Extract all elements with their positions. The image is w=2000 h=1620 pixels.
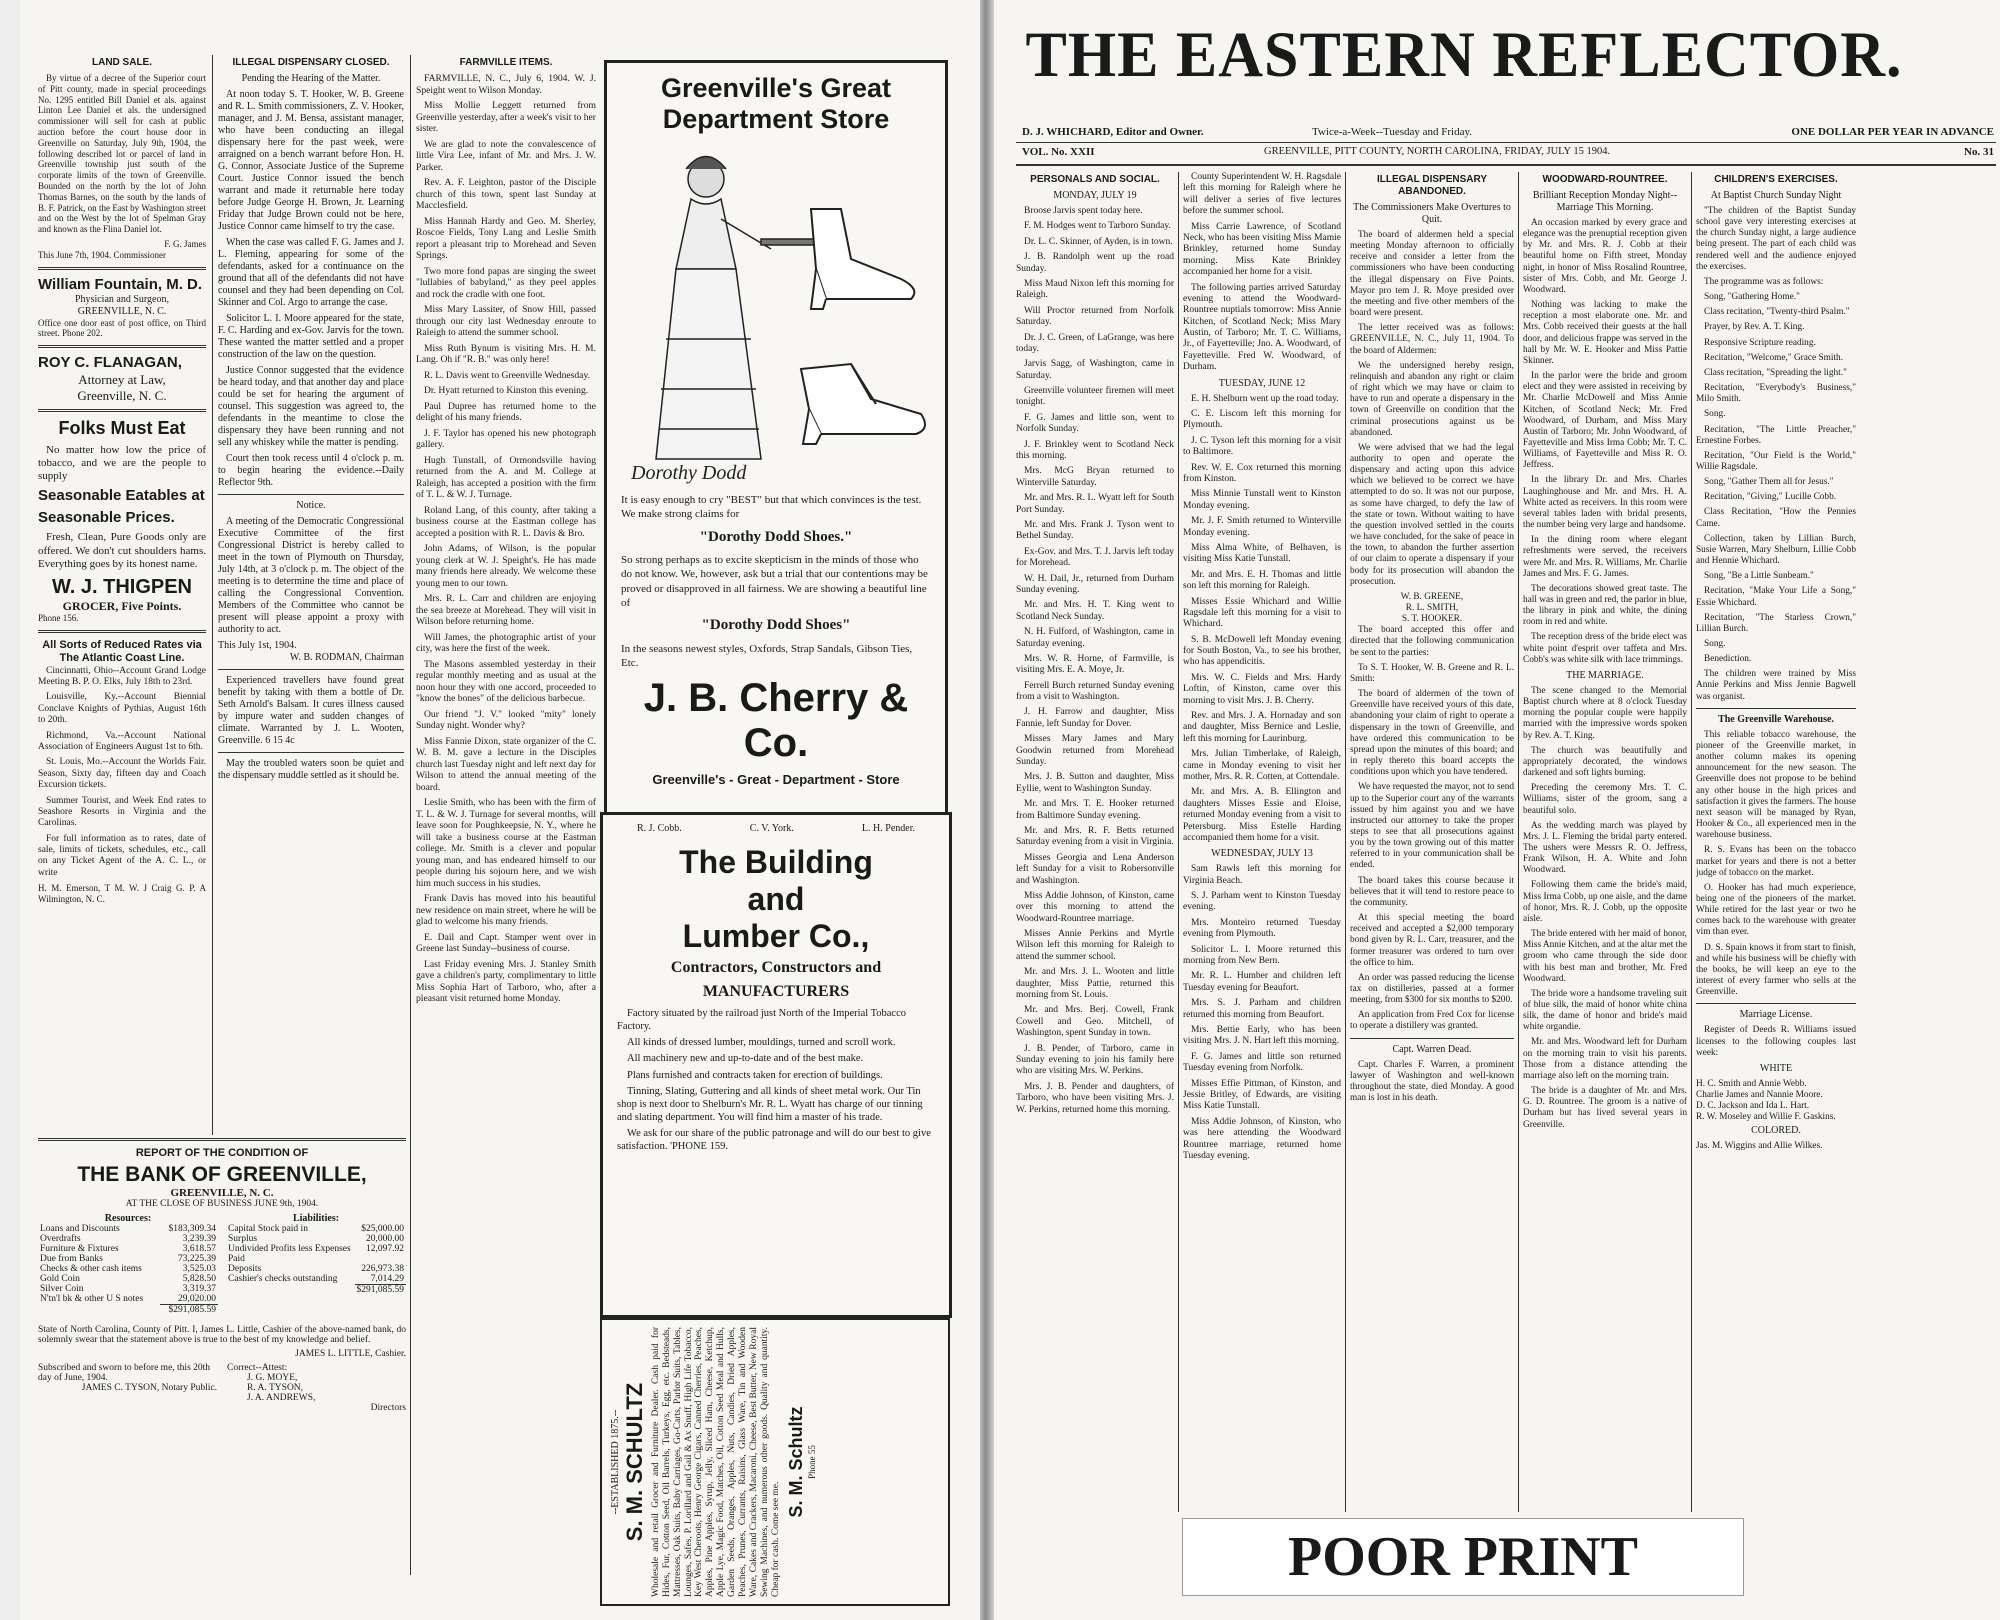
- personal-item: Mr. J. F. Smith returned to Winterville Monday evening.: [1183, 516, 1341, 538]
- farmville-item: J. F. Taylor has opened his new photograph gallery.: [416, 427, 596, 450]
- license-entry: Jas. M. Wiggins and Allie Wilkes.: [1696, 1141, 1823, 1152]
- wedding-para: In the dining room where elegant refreshments were served, the receivers were Mr. and Mrs. R. Williams, Mr. Charlie James and Mrs. F. G. James.: [1523, 535, 1687, 579]
- acl-item: For full information as to rates, date of sale, limits of tickets, schedules, etc., call on any Ticket Agent of the A. C. L., or write: [38, 833, 206, 878]
- liabilities-table: [226, 1224, 406, 1295]
- programme-item: Song, "Gathering Home.": [1704, 292, 1800, 303]
- abandoned-para: The board of aldermen held a special meeting Monday afternoon to officially receive and consider a letter from the commissioners who have been conducting the illegal dispensary on Five Points. Mayor pro tem J. R. Moye presided over the meeting and five other members of the board were present.: [1350, 230, 1514, 319]
- lumber-ad-para: All machinery new and up-to-date and of the best make.: [627, 1053, 864, 1065]
- wedding-para: An occasion marked by every grace and elegance was the prenuptial reception given by Mr. and Mrs. R. J. Cobb at their beautiful home on Fifth street, Monday night, in honor of Miss Rosalind Rountree, sister of Mrs. Cobb, and Mr. George J. Woodward.: [1523, 218, 1687, 295]
- left-col-2: [218, 55, 404, 1110]
- warehouse-para: This reliable tobacco warehouse, the pioneer of the Greenville market, in another column makes its opening announcement for the new season. The Greenville does not propose to be behind any other house in the high prices and satisfaction it gives the farmers. The house next season will be managed by Ryan, Hooker & Co., all experienced men in the warehouse business.: [1696, 729, 1856, 841]
- wedding-para: In the parlor were the bride and groom elect and they were assisted in receiving by Mr. Charlie McDowell and Miss Annie Kitchen, of Scotland Neck; Mr. Fred Woodward, of Durham, and Miss Mary Austin of Tarboro; Mr. John Woodward, of Fayetteville and Miss Irma Cobb; Mr. T. C. Williams, of Fayetteville and Miss R. O. Jeffress.: [1523, 371, 1687, 471]
- license-entry: D. C. Jackson and Ida L. Hart.: [1696, 1101, 1810, 1112]
- programme-item: Song.: [1704, 409, 1726, 420]
- abandoned-para: The letter received was as follows: GREENVILLE, N. C., July 11, 1904. To the board of Aldermen:: [1350, 323, 1514, 356]
- personal-item: Mr. and Mrs. H. T. King went to Scotland Neck Sunday.: [1016, 600, 1174, 622]
- dorothy-dodd-illustration: [611, 139, 941, 489]
- thigpen-phone: Phone 156.: [38, 613, 79, 624]
- wedding-para: The bride entered with her maid of honor, Miss Annie Kitchen, and at the altar met the groom who came through the side door with his best man and brother, Mr. Fred Woodward.: [1523, 929, 1687, 984]
- personal-item: Mrs. W. C. Fields and Mrs. Hardy Loftin, of Kinston, came over this morning to visit Mrs. J. B. Cherry.: [1183, 672, 1341, 706]
- abandoned-para: The board accepted this offer and directed that the following communication be sent to the parties:: [1350, 625, 1514, 658]
- table-row: Due from Banks 73,225.39: [40, 1254, 216, 1264]
- cherry-ad-p3: In the seasons newest styles, Oxfords, Strap Sandals, Gibson Ties, Etc.: [621, 642, 913, 670]
- bank-place: GREENVILLE, N. C.: [170, 1187, 274, 1199]
- license-entry: Charlie James and Nannie Moore.: [1696, 1090, 1823, 1100]
- personal-item: Dr. J. C. Green, of LaGrange, was here today.: [1016, 332, 1174, 354]
- abandoned-signer: R. L. SMITH,: [1405, 603, 1459, 613]
- table-row: Deposits 226,973.38: [228, 1264, 404, 1274]
- acl-items: [38, 666, 206, 880]
- programme-item: The children were trained by Miss Annie Perkins and Miss Jennie Bagwell was organist.: [1696, 669, 1856, 702]
- personal-item: F. G. James and little son, went to Norfolk Sunday.: [1016, 412, 1174, 435]
- lumber-ad-partner: L. H. Pender.: [861, 823, 915, 834]
- personal-item: E. H. Shelburn went up the road today.: [1191, 393, 1339, 404]
- license-heading: Marriage License.: [1739, 1009, 1813, 1021]
- personal-item: S. J. Parham went to Kinston Tuesday evening.: [1183, 891, 1341, 913]
- right-col-5: [1696, 172, 1856, 1512]
- personal-item: J. B. Randolph went up the road Sunday.: [1016, 252, 1174, 274]
- personal-item: Misses Georgia and Lena Anderson left Sunday for a visit to Robersonville and Washington.: [1016, 852, 1174, 886]
- personal-item: County Superintendent W. H. Ragsdale left this morning for Raleigh where he will deliver a series of five lectures before the summer school.: [1183, 172, 1341, 217]
- farmville-item: John Adams, of Wilson, is the popular young clerk at W. J. Speight's. He has made many friends here already. We welcome these young men to our town.: [416, 543, 596, 589]
- programme-item: Responsive Scripture reading.: [1704, 337, 1816, 348]
- land-sale-sign: F. G. James: [164, 238, 206, 249]
- oxford-shoe-icon: [801, 364, 925, 444]
- license-entry: R. W. Moseley and Willie F. Gaskins.: [1696, 1112, 1836, 1123]
- wedding-para: The bride is a daughter of Mr. and Mrs. G. D. Rountree. The groom is a native of Durham but has lived several years in Greenville.: [1523, 1086, 1687, 1130]
- acl-item: Louisville, Ky.--Account Biennial Conclave Knights of Pythias, August 16th to 20th.: [38, 692, 206, 726]
- personal-item: Will Proctor returned from Norfolk Saturday.: [1016, 305, 1174, 328]
- programme-item: Song, "Gather Them all for Jesus.": [1704, 477, 1834, 488]
- wedding-heading: WOODWARD-ROUNTREE.: [1542, 174, 1668, 185]
- personal-item: Miss Addie Johnson, of Kinston, came over this morning to attend the Woodward-Rountree marriage.: [1016, 890, 1174, 924]
- personal-item: J. C. Tyson left this morning for a visit to Baltimore.: [1183, 435, 1341, 458]
- farmville-heading: FARMVILLE ITEMS.: [459, 57, 553, 68]
- resources-total-row: $291,085.59: [38, 1305, 218, 1316]
- personal-item: Sam Rawls left this morning for Virginia Beach.: [1183, 864, 1341, 886]
- farmville-item: Mrs. R. L. Carr and children are enjoying the sea breeze at Morehead. They will visit in Wilson before returning home.: [416, 593, 596, 627]
- dispensary-closed-heading: ILLEGAL DISPENSARY CLOSED.: [232, 57, 390, 68]
- masthead-editor: D. J. WHICHARD, Editor and Owner.: [1022, 126, 1204, 138]
- warehouse-para: R. S. Evans has been on the tobacco market for years and there is not a better judge of tobacco on the market.: [1696, 845, 1856, 878]
- farmville-item: Miss Fannie Dixon, state organizer of the C. W. B. M. gave a lecture in the Disciples church last Tuesday night and left next day for Wilson to attend the annual meeting of the board.: [416, 735, 596, 793]
- personal-item: Mr. and Mrs. Frank J. Tyson went to Bethel Sunday.: [1016, 519, 1174, 542]
- personal-item: J. B. Pender, of Tarboro, came in Sunday evening to join his family here who are visiting Mrs. W. Perkins.: [1016, 1043, 1174, 1077]
- abandoned-para: The board takes this course because it believes that it will tend to restore peace to the community.: [1350, 875, 1514, 908]
- personal-item: Miss Maud Nixon left this morning for Raleigh.: [1016, 278, 1174, 301]
- personals-day: WEDNESDAY, JULY 13: [1211, 848, 1313, 860]
- programme-item: Class recitation, "Twenty-third Psalm.": [1704, 307, 1850, 318]
- lumber-ad-title2: and: [747, 881, 805, 917]
- farmville-item: Frank Davis has moved into his beautiful new residence on main street, where he will be glad to welcome his many friends.: [416, 893, 596, 927]
- programme-item: Song.: [1704, 639, 1726, 649]
- wedding-para: Following them came the bride's maid, Miss Irma Cobb, up one aisle, and the dame of honor, Mrs. R. J. Cobb, up the opposite aisle.: [1523, 880, 1687, 924]
- thigpen-grocer: GROCER, Five Points.: [62, 599, 182, 614]
- troubled-waters: May the troubled waters soon be quiet and the dispensary muddle settled as it should be.: [218, 758, 404, 781]
- license-entry: H. C. Smith and Annie Webb.: [1696, 1078, 1807, 1089]
- cherry-ad-shoes: "Dorothy Dodd Shoes.": [699, 528, 853, 545]
- thigpen-p1: No matter how low the price of tobacco, and we are the people to supply: [38, 443, 206, 483]
- attest-name: J. A. ANDREWS,: [247, 1393, 316, 1403]
- bank-cashier: JAMES L. LITTLE, Cashier.: [295, 1349, 406, 1359]
- personal-item: J. H. Farrow and daughter, Miss Fannie, left Sunday for Dover.: [1016, 707, 1174, 729]
- farmville-item: Rev. A. F. Leighton, pastor of the Disciple church of this town, spent last Sunday at Macclesfield.: [416, 177, 596, 211]
- land-sale-heading: LAND SALE.: [92, 57, 152, 68]
- farmville-item: FARMVILLE, N. C., July 6, 1904. W. J. Speight went to Wilson Monday.: [416, 73, 596, 96]
- cherry-ad-tagline: Greenville's - Great - Department - Store: [652, 772, 900, 788]
- bank-oath: State of North Carolina, County of Pitt. I, James L. Little, Cashier of the above-named bank, do solemnly swear that the statement above is true to the best of my knowledge and belief.: [38, 1325, 406, 1345]
- flanagan-place: Greenville, N. C.: [77, 387, 167, 403]
- personal-item: Mr. and Mrs. Berj. Cowell, Frank Cowell and Geo. Mitchell, of Washington, spent Sunday in town.: [1016, 1005, 1174, 1039]
- cherry-ad-p2: So strong perhaps as to excite skepticism in the minds of those who do not know. We, however, ask but a trial that our contentions may be proved or disapproved in all fairness. We are showing a beautiful line of: [621, 554, 928, 609]
- wedding-para: As the wedding march was played by Mrs. J. L. Fleming the bridal party entered. The ushers were Messrs R. O. Jeffress, Frank Wilson, H. A. White and John Woodward.: [1523, 820, 1687, 876]
- wedding-para: In the library Dr. and Mrs. Charles Laughinghouse and Mr. and Mrs. H. A. White acted as receivers. In this room were several tables laden with bridal presents, the number being very large and handsome.: [1523, 475, 1687, 531]
- lumber-ad: [600, 812, 952, 1318]
- programme-item: Recitation, "Make Your Life a Song," Essie Whichard.: [1696, 586, 1856, 608]
- abandoned-para: An order was passed reducing the license tax on distilleries, passed at a former meeting, from $300 for six months to $200.: [1350, 972, 1514, 1006]
- fountain-office: Office one door east of post office, on Third street. Phone 202.: [38, 317, 206, 339]
- cherry-ad-p1: It is easy enough to cry "BEST" but that which convinces is the test. We make strong claims for: [621, 494, 922, 521]
- acl-item: Cincinnatti, Ohio--Account Grand Lodge Meeting B. P. O. Elks, July 18th to 23rd.: [38, 665, 206, 687]
- wedding-para: The reception dress of the bride elect was white point d'esprit over taffeta and Mrs. Cobb's was white silk with lace trimmings.: [1523, 632, 1687, 665]
- lumber-ad-para: Plans furnished and contracts taken for erection of buildings.: [627, 1069, 883, 1081]
- cherry-ad-head2: Department Store: [662, 104, 890, 134]
- fountain-name: William Fountain, M. D.: [38, 275, 203, 293]
- wedding-para: Preceding the ceremony Mrs. T. C. Williams, sister of the groom, sang a beautiful solo.: [1523, 783, 1687, 816]
- personals-day: MONDAY, JULY 19: [1053, 190, 1137, 201]
- wedding-para: The bride wore a handsome traveling suit of blue silk, the maid of honor white china silk, the dame of honor and bride's maid white organdie.: [1523, 988, 1687, 1033]
- abandoned-para: We have requested the mayor, not to send up to the Superior court any of the warrants issued by him against you and we have instructed our attorney to take the proper steps to see that all prosecutions against you by the town growing out of this matter referred to in your communication shall be ended.: [1350, 782, 1514, 871]
- personal-item: Miss Addie Johnson, of Kinston, who was here attending the Woodward Rountree marriage, returned home Tuesday evening.: [1183, 1116, 1341, 1161]
- warren-dead-heading: Capt. Warren Dead.: [1392, 1043, 1472, 1055]
- schultz-phone: Phone 55: [806, 1445, 817, 1479]
- personal-item: N. H. Fulford, of Washington, came in Saturday evening.: [1016, 627, 1174, 649]
- personal-item: Mr. and Mrs. A. B. Ellington and daughters Misses Essie and Eloise, returned Monday evening from a visit to Petersburg. Miss Estelle Harding accompanied them home for a visit.: [1183, 787, 1341, 843]
- lumber-ad-partner: C. V. York.: [749, 823, 794, 834]
- page-gutter: [980, 0, 994, 1620]
- left-col-3: [416, 55, 596, 1580]
- balsam-item: Experienced travellers have found great benefit by taking with them a bottle of Dr. Seth Arnold's Balsam. It cures illness caused by impure water and sudden changes of climate. Warranted by J. L. Wooten, Greenville. 6 15 4c: [218, 675, 404, 746]
- shoe-icon: [811, 209, 914, 309]
- personal-item: Rev. W. E. Cox returned this morning from Kinston.: [1183, 462, 1341, 484]
- table-row: Undivided Profits less Expenses Paid 12,097.92: [228, 1244, 404, 1264]
- programme-item: Collection, taken by Lillian Burch, Susie Warren, Mary Shelburn, Lillie Cobb and Hennie Whichard.: [1696, 533, 1856, 567]
- lumber-ad-title1: The Building: [679, 844, 873, 880]
- license-colored-heading: COLORED.: [1751, 1125, 1801, 1137]
- abandoned-para: The board of aldermen of the town of Greenville have received yours of this date, abandoning your claim of right to operate a dispensary in the town of Greenville, and have ordered this communication to be spread upon the minutes of this board; and in reply thereto this board accepts the conditions upon which you have tendered.: [1350, 689, 1514, 778]
- personal-item: Misses Effie Pittman, of Kinston, and Jessie Britley, of Edwards, are visiting Miss Katie Tunstall.: [1183, 1078, 1341, 1112]
- lumber-ad-mfr: MANUFACTURERS: [702, 983, 850, 1000]
- personal-item: J. F. Brinkley went to Scotland Neck this morning.: [1016, 439, 1174, 462]
- attest-directors: Directors: [370, 1403, 406, 1413]
- warren-dead-body: Capt. Charles F. Warren, a prominent lawyer of Washington and well-known throughout the state, died Monday. A good man is lost in his death.: [1350, 1059, 1514, 1104]
- personal-item: S. B. McDowell left Monday evening for South Boston, Va., to see his brother, who has appendicitis.: [1183, 634, 1341, 668]
- abandoned-para: At this special meeting the board received and accepted a $2,000 temporary bond given by R. L. Carr, treasurer, and the former treasurer was ordered to turn over the office to him.: [1350, 913, 1514, 968]
- personal-item: Solicitor L. I. Moore returned this morning from New Bern.: [1183, 944, 1341, 967]
- personal-item: Misses Annie Perkins and Myrtle Wilson left this morning for Raleigh to attend the summer school.: [1016, 929, 1174, 962]
- farmville-item: Last Friday evening Mrs. J. Stanley Smith gave a children's party, complimentary to little Miss Sophia Hart of Tarboro, who, after a pleasant visit returned home Monday.: [416, 958, 596, 1004]
- farmville-item: We are glad to note the convalescence of little Vira Lee, infant of Mr. and Mrs. J. W. Parker.: [416, 138, 596, 173]
- dispensary-para: Solicitor L. I. Moore appeared for the state, F. C. Harding and ex-Gov. Jarvis for the town. These wanted the matter settled and a proper construction of the law on the question.: [218, 313, 404, 360]
- programme-item: Recitation, "Everybody's Business," Milo Smith.: [1696, 383, 1856, 405]
- land-sale-date: This June 7th, 1904. Commissioner: [38, 249, 166, 260]
- abandoned-para: We were advised that we had the legal authority to open and operate the dispensary and acting upon this advice which we believed to be correct we have attempted to do so. It was not our purpose, as some have charged, to defy the law of the state or town. Without waiting to have the question involved settled in the courts we have concluded, for the sake of peace in the town, to abandon the further assertion of our claim to operate a dispensary if your body for its prosecution will abandon the prosecution.: [1350, 442, 1514, 587]
- personal-item: Mrs. S. J. Parham and children returned this morning from Beaufort.: [1183, 998, 1341, 1020]
- right-col-4: [1523, 172, 1687, 1512]
- farmville-item: Paul Dupree has returned home to the delight of his many friends.: [416, 400, 596, 423]
- personal-item: Miss Carrie Lawrence, of Scotland Neck, who has been visiting Miss Mamie Brinkley, returned home Sunday morning. Miss Kate Brinkley accompanied her home for a visit.: [1183, 221, 1341, 278]
- programme-item: Class recitation, "Spreading the light.": [1704, 367, 1847, 378]
- wedding-para: The scene changed to the Memorial Baptist church where at 8 o'clock Tuesday morning the popular couple were happily married with the impressive words spoken by Rev. A. T. King.: [1523, 685, 1687, 741]
- farmville-item: Hugh Tunstall, of Ormondsville having returned from the A. and M. College at Raleigh, has accepted a position with the firm of T. L. & W. J. Turnage.: [416, 454, 596, 500]
- schultz-name2: S. M. Schultz: [785, 1406, 806, 1518]
- personal-item: Miss Minnie Tunstall went to Kinston Monday evening.: [1183, 489, 1341, 511]
- personal-item: Dr. L. C. Skinner, of Ayden, is in town.: [1024, 236, 1173, 247]
- farmville-item: Miss Hannah Hardy and Geo. M. Sherley, Roscoe Fields, Tony Lang and Leslie Smith report a pleasant trip to Morehead and Seven Springs.: [416, 215, 596, 261]
- bank-report: [38, 1138, 406, 1608]
- table-row: N'tn'l bk & other U S notes 29,020.00: [40, 1294, 216, 1304]
- programme-item: Recitation, "The Little Preacher," Ernestine Forbes.: [1696, 424, 1856, 446]
- cherry-ad-head1: Greenville's Great: [660, 73, 892, 103]
- abandoned-para: We the undersigned hereby resign, relinquish and abandon any right or claim of right which we may have or claim to have to run and operate a dispensary in the town of Greenville on condition that the criminal prosecutions against us be abandoned.: [1350, 360, 1514, 438]
- dispensary-para: When the case was called F. G. James and J. L. Fleming, appearing for some of the defendants, asked for a continuance on the ground that all of the defendants did not have counsel and they had been depending on Col. Skinner and Col. Argo to arrange the case.: [218, 237, 404, 308]
- farmville-item: Two more fond papas are singing the sweet "lullabies of babyland," as they peel apples and rock the cradle with one foot.: [416, 265, 596, 300]
- personals-heading: PERSONALS AND SOCIAL.: [1030, 174, 1160, 185]
- abandoned-signer: S. T. HOOKER.: [1401, 614, 1463, 625]
- masthead-number: No. 31: [1964, 146, 1994, 158]
- table-row: Cashier's checks outstanding 7,014.29: [228, 1274, 404, 1284]
- wedding-para: The church was beautifully and appropriately decorated, the windows darkened and soft lights burning.: [1523, 745, 1687, 779]
- farmville-item: Dr. Hyatt returned to Kinston this evening.: [424, 385, 589, 396]
- schultz-ad: [600, 1318, 950, 1606]
- wedding-para: The decorations showed great taste. The hall was in green and red, the parlor in blue, the library in pink and white, the dining room in red and white.: [1523, 583, 1687, 628]
- personal-item: Rev. and Mrs. J. A. Hornaday and son and daughter, Miss Bernice and Leslie, left this morning for Laurinburg.: [1183, 711, 1341, 744]
- thigpen-big1: Seasonable Eatables at: [38, 487, 205, 505]
- farmville-item: Miss Mollie Leggett returned from Greenville yesterday, after a week's visit to her sister.: [416, 100, 596, 134]
- personal-item: Miss Alma White, of Belhaven, is visiting Miss Katie Tunstall.: [1183, 542, 1341, 565]
- personal-item: Mr. and Mrs. T. E. Hooker returned from Baltimore Sunday evening.: [1016, 799, 1174, 821]
- farmville-item: R. L. Davis went to Greenville Wednesday.: [424, 369, 591, 381]
- table-row: Capital Stock paid in $25,000.00: [228, 1224, 404, 1234]
- farmville-item: E. Dail and Capt. Stamper went over in Greene last Sunday--business of course.: [416, 931, 596, 954]
- schultz-established: --ESTABLISHED 1875.--: [610, 1409, 621, 1515]
- farmville-item: Miss Ruth Bynum is visiting Mrs. H. M. Lang. Oh if "R. B." was only here!: [416, 342, 596, 365]
- bank-name: THE BANK OF GREENVILLE,: [77, 1163, 367, 1186]
- personal-item: Mrs. J. B. Pender and daughters, of Tarboro, who have been visiting Mrs. J. W. Perkins, returned home this morning.: [1016, 1081, 1174, 1115]
- flanagan-title: Attorney at Law,: [78, 372, 166, 388]
- programme-item: Song, "Be a Little Sunbeam.": [1704, 571, 1814, 582]
- dispensary-closed-sub: Pending the Hearing of the Matter.: [241, 73, 381, 84]
- personal-item: F. G. James and little son returned Tuesday evening from Norfolk.: [1183, 1051, 1341, 1074]
- bank-report-heading: REPORT OF THE CONDITION OF: [135, 1147, 309, 1159]
- lumber-ad-para: All kinds of dressed lumber, mouldings, turned and scroll work.: [627, 1037, 896, 1049]
- exercises-sub: At Baptist Church Sunday Night: [1710, 190, 1842, 201]
- acl-signature: H. M. Emerson, T M. W. J Craig G. P. A Wilmington, N. C.: [38, 883, 206, 905]
- personal-item: Mrs. McG Bryan returned to Winterville Saturday.: [1016, 466, 1174, 488]
- liabilities-total-row: $291,085.59: [356, 1285, 404, 1295]
- resources-heading: Resources:: [104, 1213, 152, 1224]
- programme-item: Benediction.: [1704, 654, 1752, 665]
- farmville-item: Roland Lang, of this county, after taking a business course at the Eastman college has accepted a position with R. L. Davis & Bro.: [416, 504, 596, 539]
- lumber-ad-para: We ask for our share of the public patronage and will do our best to give satisfaction. 'PHONE 159.: [617, 1128, 931, 1153]
- bank-resources: [38, 1213, 218, 1315]
- wedding-para: Nothing was lacking to make the reception a most elaborate one. Mr. and Mrs. Cobb received their guests at the hall door, and delicious frappe was served in the hall by Mr. W. E. Hooker and Miss Pattie Skinner.: [1523, 300, 1687, 366]
- fountain-place: GREENVILLE, N. C.: [77, 305, 167, 317]
- masthead-price: ONE DOLLAR PER YEAR IN ADVANCE: [1791, 126, 1994, 138]
- schultz-body: Wholesale and retail Grocer and Furniture Dealer. Cash paid for Hides, Fur, Cotton Seed, Oil Barrels, Turkeys, Egg, etc. Bedsteads, Mattresses, Oak Suits, Baby Carriages, Go-Carts, Parlor Suits, Tables, Lounges, Safes, P. Lorillard and Gail & Ax Snuff, High Life Tobacco, Key West Cheroots, Henry George Cigars, Canned Cherries, Peaches, Apples, Pine Apples, Syrup, Jelly, Sliced Ham, Cheese, Ketchup, Apple Lye, Magic Food, Matches, Oil, Cotton Seed Meal and Hulls, Garden Seeds, Oranges, Apples, Nuts, Candies, Dried Apples, Peaches, Prunes, Currants, Raisins, Glass Ware, Tin and Wooden Ware, Cakes and Crackers, Macaroni, Cheese, Best Butter, New Royal Sewing Machines, and numerous other goods. Quality and quantity. Cheap for cash. Come see me.: [650, 1327, 781, 1597]
- abandoned-para: To S. T. Hooker, W. B. Greene and R. L. Smith:: [1350, 662, 1514, 684]
- personal-item: C. E. Liscom left this morning for Plymouth.: [1183, 409, 1341, 431]
- masthead-title: THE EASTERN REFLECTOR.: [1025, 19, 1903, 91]
- thigpen-big2: Seasonable Prices.: [38, 509, 175, 527]
- programme-item: Prayer, by Rev. A. T. King.: [1704, 322, 1805, 333]
- thigpen-heading: Folks Must Eat: [58, 418, 186, 439]
- farmville-item: The Masons assembled yesterday in their regular monthly meeting and as usual at the noon hour they with one accord, proceeded to "know the bones" of the delicious barbecue.: [416, 658, 596, 704]
- attest-heading: Correct--Attest:: [227, 1363, 288, 1373]
- wedding-para: Mr. and Mrs. Woodward left for Durham on the morning train to visit his parents. Those from a distance attending the marriage also left on the morning train.: [1523, 1037, 1687, 1081]
- cherry-ad-shoes2: "Dorothy Dodd Shoes": [701, 617, 851, 634]
- exercises-heading: CHILDREN'S EXERCISES.: [1714, 174, 1838, 185]
- abandoned-para: An application from Fred Cox for license to operate a distillery was granted.: [1350, 1010, 1514, 1032]
- notice-signature: W. B. RODMAN, Chairman: [289, 652, 404, 663]
- lumber-ad-sub: Contractors, Constructors and: [670, 959, 882, 976]
- notice-date: This July 1st, 1904.: [218, 640, 297, 651]
- attest-name: R. A. TYSON,: [247, 1383, 304, 1393]
- bank-liabilities: [226, 1213, 406, 1315]
- bank-notary: JAMES C. TYSON, Notary Public.: [81, 1383, 217, 1393]
- personal-item: Ex-Gov. and Mrs. T. J. Jarvis left today for Morehead.: [1016, 546, 1174, 569]
- lumber-ad-para: Factory situated by the railroad just North of the Imperial Tobacco Factory.: [617, 1008, 906, 1033]
- acl-item: Richmond, Va.--Account National Association of Engineers August 1st to 6th.: [38, 730, 206, 752]
- cherry-ad-firm: J. B. Cherry & Co.: [643, 676, 909, 766]
- lumber-ad-partner: R. J. Cobb.: [637, 823, 682, 834]
- left-page: [20, 0, 980, 1620]
- acl-heading: All Sorts of Reduced Rates via The Atlantic Coast Line.: [42, 639, 202, 665]
- schultz-name: S. M. SCHULTZ: [621, 1382, 647, 1542]
- attest-name: J. G. MOYE,: [247, 1373, 298, 1383]
- bank-close-date: AT THE CLOSE OF BUSINESS JUNE 9th, 1904.: [125, 1199, 319, 1209]
- license-white-heading: WHITE: [1759, 1062, 1793, 1074]
- right-page: [994, 0, 2000, 1620]
- abandoned-signer: W. B. GREENE,: [1400, 591, 1464, 602]
- table-row: Loans and Discounts $183,309.34: [40, 1224, 216, 1234]
- table-row: Surplus 20,000.00: [228, 1234, 404, 1244]
- table-row: Overdrafts 3,239.39: [40, 1234, 216, 1244]
- programme-item: Recitation, "Welcome," Grace Smith.: [1704, 352, 1844, 363]
- personal-item: Mrs. J. B. Sutton and daughter, Miss Eyllie, went to Washington Sunday.: [1016, 772, 1174, 794]
- personal-item: Mr. and Mrs. R. F. Betts returned Saturday evening from a visit in Virginia.: [1016, 825, 1174, 848]
- dispensary-para: Justice Connor suggested that the evidence be heard today, and that another day and place could be set for hearing the argument of counsel. This suggestion was agreed to, the defendants in the meantime to close the dispensary they have been running and not sell any whiskey while the matter is pending.: [218, 365, 404, 448]
- right-col-3: [1350, 172, 1514, 1512]
- personal-item: Mr. R. L. Humber and children left Tuesday evening for Beaufort.: [1183, 971, 1341, 993]
- right-col-2: [1183, 172, 1341, 1512]
- notice-heading: Notice.: [296, 500, 326, 511]
- personal-item: Mr. and Mrs. R. L. Wyatt left for South Port Sunday.: [1016, 493, 1174, 515]
- dispensary-para: At noon today S. T. Hooker, W. B. Greene and R. L. Smith commissioners, Z. V. Hooker, manager, and J. M. Bensa, assistant manager, who have been conducting an illegal dispensary here for the past week, were arraigned on a bench warrant before Hon. H. G. Connor, Associate Justice of the Supreme Court. Justice Connor issued the bench warrant and made it returnable here today before Judge George H. Brown, Jr. Learning Friday that Judge Brown could not be here, Justice Connor came himself to try the case.: [218, 89, 404, 232]
- personal-item: Mrs. Monteiro returned Tuesday evening from Plymouth.: [1183, 917, 1341, 940]
- land-sale-body: By virtue of a decree of the Superior court of Pitt county, made in special proceedings No. 1295 entitled Bill Daniel et als. against Linton Lee Daniel et als. the undersigned commissioner will sell for cash at public auction before the court house door in Greenville on Saturday, July 9th, 1904, the following described lot or parcel of land in Greenville township just south of the corporate limits of the town of Greenville. Bounded on the north by the lot of John Thomas Barnes, on the south by the lands of B. F. Patrick, on the East by Washington street and on the West by the lot of Spelman Gray and known as the Flina Daniel lot.: [38, 73, 206, 235]
- warehouse-para: O. Hooker has had much experience, being one of the pioneers of the market. While retired for the last year or two he comes back to the warehouse with greater vim than ever.: [1696, 882, 1856, 938]
- programme-item: Recitation, "Our Field is the World," Willie Ragsdale.: [1696, 450, 1856, 472]
- resources-table: [38, 1224, 218, 1315]
- masthead-frequency: Twice-a-Week--Tuesday and Friday.: [1312, 126, 1473, 138]
- personal-item: Misses Essie Whichard and Willie Ragsdale left this morning for a visit to Whichard.: [1183, 596, 1341, 630]
- lumber-ad-para: Tinning, Slating, Guttering and all kinds of sheet metal work. Our Tin shop is next door to Shelburn's Mr. R. L. Wyatt has charge of our tinning and slating department. You will find him a master of his trade.: [617, 1085, 923, 1123]
- farmville-item: Will James, the photographic artist of your city, was here the first of the week.: [416, 631, 596, 654]
- dispensary-abandoned-heading: ILLEGAL DISPENSARY ABANDONED.: [1376, 174, 1487, 197]
- farmville-item: Our friend "J. V." looked "mity" lonely Sunday night. Wonder why?: [416, 708, 596, 731]
- personal-item: Mr. and Mrs. J. L. Wooten and little daughter, Miss Pattie, returned this morning from St. Louis.: [1016, 967, 1174, 1001]
- table-row: Checks & other cash items 3,525.03: [40, 1264, 216, 1274]
- dispensary-para: Court then took recess until 4 o'clock p. m. to begin hearing the evidence.--Daily Reflector 9th.: [218, 453, 404, 488]
- personal-item: Broose Jarvis spent today here.: [1024, 206, 1143, 216]
- personal-item: Mr. and Mrs. E. H. Thomas and little son left this morning for Raleigh.: [1183, 569, 1341, 592]
- masthead-dateline: GREENVILLE, PITT COUNTY, NORTH CAROLINA, FRIDAY, JULY 15 1904.: [1264, 146, 1611, 157]
- marriage-heading: THE MARRIAGE.: [1566, 669, 1644, 681]
- flanagan-name: ROY C. FLANAGAN,: [38, 354, 182, 372]
- right-col-1: [1016, 172, 1174, 1512]
- bank-sworn: Subscribed and sworn to before me, this 20th day of June, 1904.: [38, 1363, 211, 1383]
- programme-item: Recitation, "Giving," Lucille Cobb.: [1704, 492, 1837, 503]
- notice-body: A meeting of the Democratic Congressional Executive Committee of the first Congressional District is hereby called to meet in the town of Plymouth on Thursday, July 14th, at 3 o'clock p. m. The object of the meeting is to determine the time and place of calling the Congressional Convention. Members of the Committee who cannot be present will please appoint a proxy with authority to act.: [218, 516, 404, 635]
- personal-item: Mrs. Bettie Early, who has been visiting Mrs. J. N. Hart left this morning.: [1183, 1025, 1341, 1047]
- woman-figure-icon: [656, 157, 831, 460]
- table-row: Gold Coin 5,828.50: [40, 1274, 216, 1284]
- personal-item: Mrs. W. R. Horne, of Farmville, is visiting Mrs. E. A. Moye, Jr.: [1016, 653, 1174, 676]
- cherry-ad: [604, 60, 948, 816]
- license-intro: Register of Deeds R. Williams issued licenses to the following couples last week:: [1696, 1025, 1856, 1058]
- farmville-item: Miss Mary Lassiter, of Snow Hill, passed through our city last Wednesday enroute to Raleigh to attend the summer school.: [416, 304, 596, 338]
- warehouse-heading: The Greenville Warehouse.: [1718, 713, 1834, 725]
- warehouse-para: D. S. Spain knows it from start to finish, and while his business will be chiefly with the books, he will keep an eye to the interest of every farmer who sells at the Greenville.: [1696, 942, 1856, 998]
- personals-day: TUESDAY, JUNE 12: [1218, 377, 1306, 389]
- acl-item: Summer Tourist, and Week End rates to Seashore Resorts in Virginia and the Carolinas.: [38, 795, 206, 829]
- personal-item: Misses Mary James and Mary Goodwin returned from Morehead Sunday.: [1016, 734, 1174, 768]
- acl-item: St. Louis, Mo.--Account the Worlds Fair. Season, Sixty day, fifteen day and Coach Excursion tickets.: [38, 757, 206, 791]
- masthead-volume: VOL. No. XXII: [1022, 146, 1095, 158]
- wedding-sub: Brilliant Reception Monday Night--Marriage This Morning.: [1532, 190, 1678, 213]
- personal-item: Mrs. Julian Timberlake, of Raleigh, came in Monday evening to visit her mother, Mrs. R. R. Cotten, at Cottendale.: [1183, 749, 1341, 782]
- table-row: Furniture & Fixtures 3,618.57: [40, 1244, 216, 1254]
- liabilities-heading: Liabilities:: [292, 1213, 340, 1224]
- programme-item: Recitation, "The Starless Crown," Lillian Burch.: [1696, 612, 1856, 634]
- brand-signature: Dorothy Dodd: [631, 462, 747, 484]
- fountain-title: Physician and Surgeon,: [75, 293, 169, 305]
- programme-item: Class Recitation, "How the Pennies Came.: [1696, 507, 1856, 529]
- exercises-programme: The programme was as follows:: [1704, 276, 1824, 287]
- personal-item: Greenville volunteer firemen will meet tonight.: [1016, 386, 1174, 408]
- exercises-intro: "The children of the Baptist Sunday school gave very interesting exercises at the church Sunday night, a large audience being present. The part of each child was rendered well and the audience enjoyed the exercises.: [1696, 206, 1856, 272]
- personal-item: The following parties arrived Saturday evening to attend the Woodward-Rountree nuptials tomorrow: Miss Annie Kitchen, of Scotland Neck; Miss Mary Austin, of Tarboro; Mr. T. C. Williams, Jr., of Fayetteville; Jno. A. Woodward, of Fayetteville. Fred W. Woodward, of Durham.: [1183, 282, 1341, 373]
- personal-item: Ferrell Burch returned Sunday evening from a visit to Washington.: [1016, 680, 1174, 703]
- poor-print-stamp: POOR PRINT: [1182, 1518, 1744, 1596]
- personal-item: Jarvis Sagg, of Washington, came in Saturday.: [1016, 359, 1174, 381]
- thigpen-name: W. J. THIGPEN: [51, 576, 193, 599]
- farmville-item: Leslie Smith, who has been with the firm of T. L. & W. J. Turnage for several months, will leave soon for Poughkeepsie, N. Y., where he will take a business course at the Eastman college. Mr. Smith is a clever and popular young man, and has endeared himself to our people during his sojourn here, and we wish him much success in his studies.: [416, 797, 596, 889]
- personal-item: W. H. Dail, Jr., returned from Durham Sunday evening.: [1016, 573, 1174, 595]
- personal-item: F. M. Hodges went to Tarboro Sunday.: [1024, 221, 1171, 232]
- lumber-ad-title3: Lumber Co.,: [682, 918, 870, 954]
- dispensary-abandoned-sub: The Commissioners Make Overtures to Quit.: [1353, 202, 1511, 225]
- thigpen-p2: Fresh, Clean, Pure Goods only are offered. We don't cut shoulders hams. Everything goes by its honest name.: [38, 531, 206, 570]
- table-row: Silver Coin 3,319.37: [40, 1284, 216, 1294]
